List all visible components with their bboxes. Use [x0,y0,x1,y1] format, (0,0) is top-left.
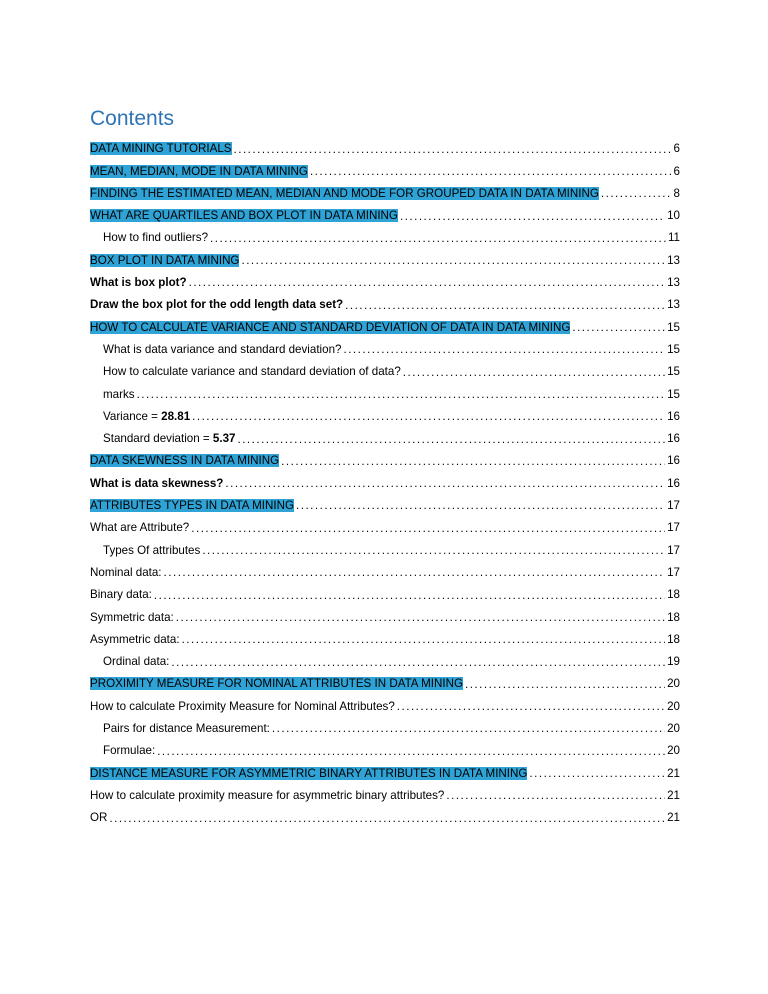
dot-leader [210,233,666,245]
toc-entry[interactable] [90,244,680,266]
toc-entry-page-number: 18 [667,632,680,646]
dot-leader [154,590,665,602]
table-of-contents [90,133,680,824]
toc-entry-page-number: 15 [667,365,680,379]
toc-entry-page-number: 16 [667,476,680,490]
dot-leader [109,813,665,825]
toc-entry-label: What are Attribute? [90,521,190,535]
toc-entry-page-number: 16 [667,454,680,468]
toc-entry-label: PROXIMITY MEASURE FOR NOMINAL ATTRIBUTES IN DATA MINING [90,677,463,691]
toc-entry-page-number: 17 [667,521,680,535]
dot-leader [529,768,665,780]
dot-leader [296,500,665,512]
toc-entry-page-number: 11 [667,231,680,245]
toc-entry-page-number: 16 [667,409,680,423]
toc-entry-label: Variance = 28.81 [103,409,191,423]
dot-leader [345,300,665,312]
toc-entry[interactable] [90,713,680,735]
toc-entry-label: DISTANCE MEASURE FOR ASYMMETRIC BINARY ATTRIBUTES IN DATA MINING [90,766,528,780]
toc-entry[interactable] [90,311,680,333]
toc-entry-label: Pairs for distance Measurement: [103,722,270,736]
toc-entry-page-number: 18 [667,610,680,624]
dot-leader [157,746,665,758]
toc-entry-value: 28.81 [161,409,191,423]
toc-entry-label: OR [90,811,108,825]
toc-entry-label: What is data skewness? [90,476,224,490]
toc-entry-label: marks [103,387,135,401]
toc-entry[interactable] [90,757,680,779]
toc-entry-page-number: 13 [667,253,680,267]
toc-entry[interactable] [90,267,680,289]
toc-entry-page-number: 13 [667,276,680,290]
dot-leader [403,367,665,379]
toc-entry-page-number: 19 [667,655,680,669]
toc-entry-label: DATA MINING TUTORIALS [90,142,232,156]
toc-entry[interactable] [90,401,680,423]
dot-leader [601,188,672,200]
toc-entry[interactable] [90,735,680,757]
dot-leader [281,456,665,468]
dot-leader [446,790,665,802]
dot-leader [465,679,665,691]
dot-leader [192,411,665,423]
toc-entry[interactable] [90,557,680,579]
toc-entry[interactable] [90,646,680,668]
dot-leader [343,344,665,356]
toc-entry[interactable] [90,155,680,177]
toc-entry[interactable] [90,467,680,489]
toc-entry-label: How to find outliers? [103,231,209,245]
dot-leader [400,211,665,223]
toc-entry-label: Draw the box plot for the odd length data set? [90,298,344,312]
dot-leader [272,723,665,735]
toc-entry-label: Asymmetric data: [90,632,180,646]
toc-entry-value: 5.37 [212,432,236,446]
toc-entry[interactable] [90,445,680,467]
toc-entry-page-number: 16 [667,432,680,446]
toc-entry-page-number: 6 [673,142,680,156]
dot-leader [191,523,665,535]
toc-entry[interactable] [90,668,680,690]
dot-leader [182,634,666,646]
toc-entry-label: Types Of attributes [103,543,201,557]
dot-leader [310,166,672,178]
toc-entry[interactable] [90,802,680,824]
toc-entry[interactable] [90,178,680,200]
dot-leader [234,144,672,156]
toc-entry-page-number: 15 [667,342,680,356]
toc-entry-page-number: 17 [667,543,680,557]
toc-entry-label: How to calculate variance and standard deviation of data? [103,365,401,379]
toc-entry[interactable] [90,690,680,712]
toc-entry-label: MEAN, MEDIAN, MODE IN DATA MINING [90,164,308,178]
toc-entry-label: What is box plot? [90,276,187,290]
dot-leader [572,322,665,334]
toc-entry-page-number: 20 [667,722,680,736]
toc-entry[interactable] [90,334,680,356]
dot-leader [237,434,665,446]
toc-entry-page-number: 18 [667,588,680,602]
toc-entry[interactable] [90,133,680,155]
toc-entry-label: How to calculate proximity measure for asymmetric binary attributes? [90,788,445,802]
toc-entry-page-number: 8 [673,186,680,200]
toc-entry-label: Formulae: [103,744,156,758]
toc-entry-label: How to calculate Proximity Measure for Nominal Attributes? [90,699,395,713]
toc-entry[interactable] [90,200,680,222]
toc-entry-label: BOX PLOT IN DATA MINING [90,253,240,267]
toc-entry-label: Standard deviation = 5.37 [103,432,236,446]
toc-entry-page-number: 17 [667,499,680,513]
dot-leader [225,478,665,490]
dot-leader [189,277,665,289]
toc-entry[interactable] [90,579,680,601]
toc-entry[interactable] [90,356,680,378]
toc-entry-page-number: 21 [667,811,680,825]
dot-leader [176,612,665,624]
toc-entry[interactable] [90,423,680,445]
dot-leader [164,567,666,579]
dot-leader [202,545,665,557]
toc-entry-page-number: 21 [667,766,680,780]
toc-entry-label: WHAT ARE QUARTILES AND BOX PLOT IN DATA MINING [90,209,398,223]
toc-entry-label: DATA SKEWNESS IN DATA MINING [90,454,280,468]
toc-entry-page-number: 13 [667,298,680,312]
toc-entry-page-number: 20 [667,744,680,758]
toc-entry-label: ATTRIBUTES TYPES IN DATA MINING [90,499,294,513]
toc-entry-label: Binary data: [90,588,152,602]
toc-entry[interactable] [90,512,680,534]
toc-entry-page-number: 17 [667,565,680,579]
toc-entry[interactable] [90,289,680,311]
contents-title: Contents [90,107,175,130]
toc-entry[interactable] [90,601,680,623]
toc-entry-label: Nominal data: [90,565,162,579]
toc-entry[interactable] [90,624,680,646]
toc-entry-label: Ordinal data: [103,655,170,669]
toc-entry-label: What is data variance and standard deviation? [103,342,342,356]
dot-leader [397,701,665,713]
toc-entry-label: FINDING THE ESTIMATED MEAN, MEDIAN AND MODE FOR GROUPED DATA IN DATA MINING [90,186,599,200]
toc-entry[interactable] [90,222,680,244]
dot-leader [137,389,666,401]
dot-leader [241,255,665,267]
toc-entry-page-number: 21 [667,788,680,802]
toc-entry-page-number: 10 [667,209,680,223]
toc-entry-page-number: 20 [667,677,680,691]
toc-entry-page-number: 6 [673,164,680,178]
toc-entry-label: Symmetric data: [90,610,174,624]
toc-entry-page-number: 20 [667,699,680,713]
toc-entry[interactable] [90,780,680,802]
toc-entry[interactable] [90,490,680,512]
toc-entry-page-number: 15 [667,387,680,401]
dot-leader [171,657,665,669]
toc-entry[interactable] [90,534,680,556]
toc-entry-label: HOW TO CALCULATE VARIANCE AND STANDARD DEVIATION OF DATA IN DATA MINING [90,320,571,334]
toc-entry-page-number: 15 [667,320,680,334]
toc-entry[interactable] [90,378,680,400]
